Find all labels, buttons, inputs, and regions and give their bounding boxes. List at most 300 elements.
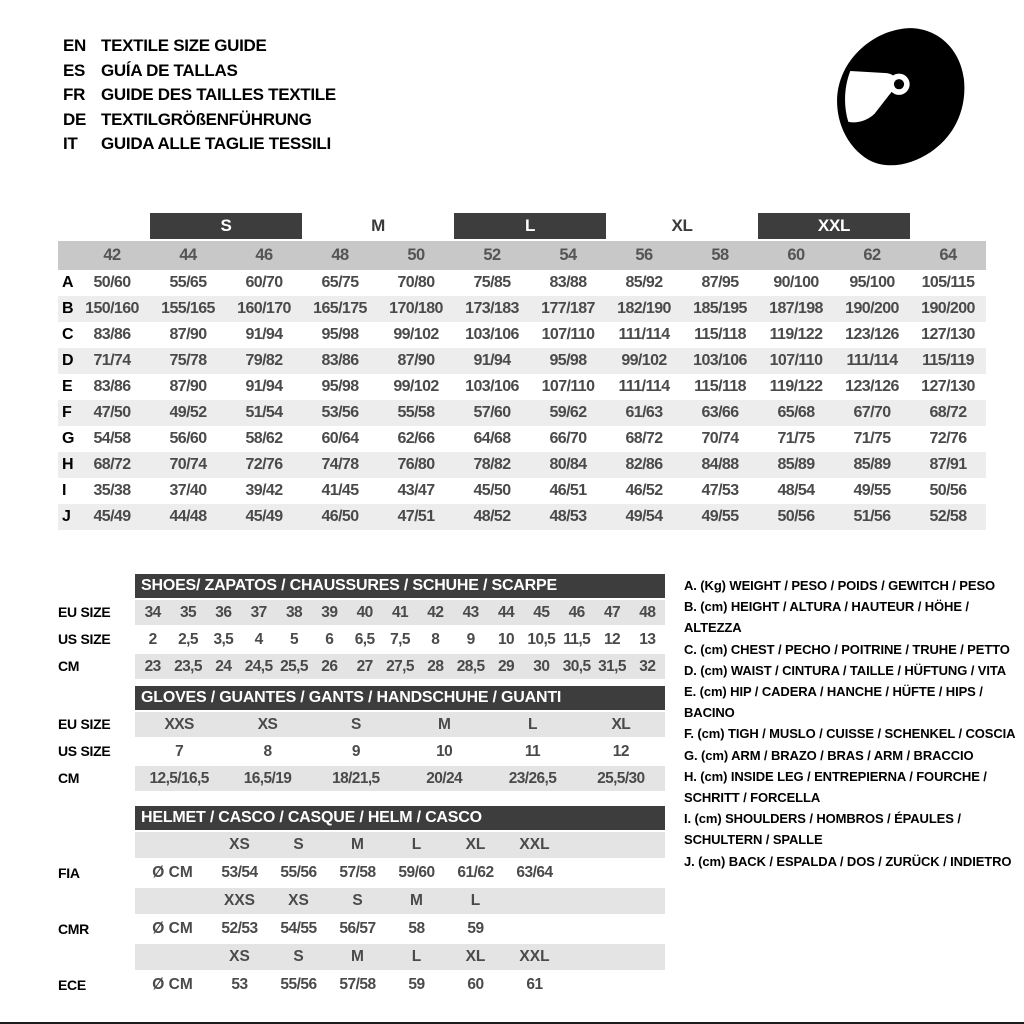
legend-item: B. (cm) HEIGHT / ALTURA / HAUTEUR / HÖHE / ALTEZZA bbox=[684, 599, 969, 636]
size-value: 51/54 bbox=[245, 404, 283, 421]
language-code: IT bbox=[63, 134, 78, 153]
size-value: 60/70 bbox=[245, 274, 283, 291]
helmet-size-value: 61/62 bbox=[457, 864, 494, 881]
size-value: 45/50 bbox=[473, 482, 511, 499]
band-corner bbox=[58, 241, 74, 270]
size-value: 65/75 bbox=[321, 274, 359, 291]
table-title-bar: HELMET / CASCO / CASQUE / HELM / CASCO bbox=[135, 806, 665, 830]
standard-name: FIA bbox=[58, 865, 80, 881]
size-value: 48/52 bbox=[473, 508, 511, 525]
cell-value: S bbox=[312, 712, 400, 737]
size-value: 190/200 bbox=[845, 300, 899, 317]
measurement-row-h bbox=[58, 452, 986, 478]
cell-value: XS bbox=[223, 712, 311, 737]
size-number: 56 bbox=[635, 246, 653, 264]
size-value: 75/78 bbox=[169, 352, 207, 369]
cell-value: 9 bbox=[351, 743, 360, 760]
size-value: 35/38 bbox=[93, 482, 131, 499]
size-value: 72/76 bbox=[929, 430, 967, 447]
cell-value: 25,5 bbox=[276, 654, 311, 679]
size-value: 58/62 bbox=[245, 430, 283, 447]
row-header: CM bbox=[58, 770, 80, 786]
size-value: 85/89 bbox=[853, 456, 891, 473]
size-value: 85/92 bbox=[625, 274, 663, 291]
size-value: 47/53 bbox=[701, 482, 739, 499]
language-code: ES bbox=[63, 60, 86, 80]
row-label: F bbox=[62, 404, 72, 421]
size-number: 48 bbox=[331, 246, 349, 264]
size-value: 59/62 bbox=[549, 404, 587, 421]
size-value: 43/47 bbox=[397, 482, 435, 499]
cell-value: 16,5/19 bbox=[223, 766, 311, 791]
size-value: 85/89 bbox=[777, 456, 815, 473]
size-value: 63/66 bbox=[701, 404, 739, 421]
size-value: 49/55 bbox=[853, 482, 891, 499]
row-header: CM bbox=[58, 658, 80, 674]
measurement-rows bbox=[58, 270, 986, 530]
cell-value: 25,5/30 bbox=[577, 766, 665, 791]
cell-value: 2 bbox=[148, 631, 157, 648]
size-value: 123/126 bbox=[845, 326, 899, 343]
size-value: 103/106 bbox=[465, 326, 519, 343]
helmet-table bbox=[58, 806, 665, 998]
helmet-size-label: XS bbox=[210, 944, 269, 970]
unit-label: Ø CM bbox=[152, 864, 193, 881]
cell-value: 6,5 bbox=[354, 631, 375, 648]
cell-value: 27,5 bbox=[382, 654, 417, 679]
racing-helmet-icon bbox=[828, 24, 970, 182]
size-value: 50/56 bbox=[929, 482, 967, 499]
helmet-size-label: XXL bbox=[505, 832, 564, 858]
size-value: 48/53 bbox=[549, 508, 587, 525]
size-value: 49/52 bbox=[169, 404, 207, 421]
helmet-size-value: 56/57 bbox=[339, 920, 376, 937]
language-label: TEXTILGRÖßENFÜHRUNG bbox=[101, 109, 312, 129]
helmet-size-value: 55/56 bbox=[280, 864, 317, 881]
size-value: 46/52 bbox=[625, 482, 663, 499]
size-group-xxl: XXL bbox=[758, 213, 910, 239]
measurement-row-i bbox=[58, 478, 986, 504]
standard-name-spacer bbox=[58, 888, 135, 914]
size-value: 49/54 bbox=[625, 508, 663, 525]
size-value: 46/51 bbox=[549, 482, 587, 499]
size-value: 107/110 bbox=[541, 326, 595, 343]
row-label: B bbox=[62, 300, 74, 317]
helmet-size-value: 60 bbox=[467, 976, 484, 993]
helmet-size-label: S bbox=[269, 832, 328, 858]
size-value: 66/70 bbox=[549, 430, 587, 447]
size-value: 173/183 bbox=[465, 300, 519, 317]
cell-value: 47 bbox=[594, 600, 629, 625]
size-value: 84/88 bbox=[701, 456, 739, 473]
table-row bbox=[58, 627, 665, 652]
size-value: 111/114 bbox=[846, 352, 898, 369]
measurement-row-j bbox=[58, 504, 986, 530]
row-filler bbox=[564, 916, 665, 942]
size-value: 53/56 bbox=[321, 404, 359, 421]
helmet-size-label: XXS bbox=[210, 888, 269, 914]
size-value: 75/85 bbox=[473, 274, 511, 291]
helmet-size-header-row bbox=[58, 944, 665, 970]
size-value: 165/175 bbox=[313, 300, 367, 317]
helmet-size-label: M bbox=[328, 832, 387, 858]
size-number: 62 bbox=[863, 246, 881, 264]
size-value: 55/58 bbox=[397, 404, 435, 421]
cell-value: 3,5 bbox=[213, 631, 234, 648]
size-value: 107/110 bbox=[769, 352, 823, 369]
helmet-size-value: 59 bbox=[408, 976, 425, 993]
language-code: EN bbox=[63, 36, 87, 55]
cell-value: 20/24 bbox=[400, 766, 488, 791]
cell-value: 9 bbox=[466, 631, 475, 648]
size-value: 91/94 bbox=[473, 352, 511, 369]
size-value: 76/80 bbox=[397, 456, 435, 473]
size-value: 115/119 bbox=[922, 352, 974, 369]
size-value: 127/130 bbox=[921, 326, 975, 343]
cell-value: 10 bbox=[436, 743, 453, 760]
size-value: 67/70 bbox=[853, 404, 891, 421]
cell-value: 31,5 bbox=[594, 654, 629, 679]
cell-value: 37 bbox=[241, 600, 276, 625]
cell-value: 34 bbox=[135, 600, 170, 625]
size-value: 71/75 bbox=[853, 430, 891, 447]
unit-label: Ø CM bbox=[152, 976, 193, 993]
size-value: 83/86 bbox=[93, 378, 131, 395]
size-value: 49/55 bbox=[701, 508, 739, 525]
legend-item: C. (cm) CHEST / PECHO / POITRINE / TRUHE / PETTO bbox=[684, 641, 1010, 657]
size-value: 57/60 bbox=[473, 404, 511, 421]
cell-value: 28 bbox=[418, 654, 453, 679]
size-value: 107/110 bbox=[541, 378, 595, 395]
legend-item: G. (cm) ARM / BRAZO / BRAS / ARM / BRACCIO bbox=[684, 747, 974, 763]
language-row bbox=[63, 34, 336, 59]
size-value: 95/98 bbox=[321, 326, 359, 343]
size-value: 123/126 bbox=[845, 378, 899, 395]
language-row bbox=[63, 83, 336, 108]
size-value: 60/64 bbox=[321, 430, 359, 447]
helmet-size-value: 61 bbox=[526, 976, 543, 993]
size-value: 90/100 bbox=[773, 274, 819, 291]
measurement-row-b bbox=[58, 296, 986, 322]
helmet-size-header-row bbox=[58, 832, 665, 858]
table-row bbox=[58, 766, 665, 791]
size-value: 177/187 bbox=[541, 300, 595, 317]
size-value: 115/118 bbox=[694, 378, 746, 395]
cell-value: L bbox=[488, 712, 576, 737]
cell-value: 7 bbox=[175, 743, 184, 760]
cell-value: 30,5 bbox=[559, 654, 594, 679]
size-value: 103/106 bbox=[465, 378, 519, 395]
size-value: 99/102 bbox=[393, 378, 439, 395]
size-value: 115/118 bbox=[694, 326, 746, 343]
helmet-size-label: XXL bbox=[505, 944, 564, 970]
language-row bbox=[63, 59, 336, 84]
size-value: 187/198 bbox=[769, 300, 823, 317]
standard-name-spacer bbox=[58, 832, 135, 858]
size-value: 37/40 bbox=[169, 482, 207, 499]
size-number: 58 bbox=[711, 246, 729, 264]
helmet-size-value: 53/54 bbox=[221, 864, 258, 881]
row-label: J bbox=[62, 508, 71, 525]
band-filler bbox=[564, 944, 665, 970]
measurement-row-g bbox=[58, 426, 986, 452]
measurement-row-a bbox=[58, 270, 986, 296]
language-code: DE bbox=[63, 109, 87, 129]
measurement-row-e bbox=[58, 374, 986, 400]
row-header: EU SIZE bbox=[58, 716, 111, 732]
band-filler bbox=[564, 832, 665, 858]
size-value: 61/63 bbox=[625, 404, 663, 421]
helmet-value-row bbox=[58, 860, 665, 886]
size-value: 74/78 bbox=[321, 456, 359, 473]
language-list bbox=[63, 34, 336, 157]
size-value: 170/180 bbox=[389, 300, 443, 317]
cell-value: 41 bbox=[382, 600, 417, 625]
size-number: 44 bbox=[179, 246, 197, 264]
cell-value: 18/21,5 bbox=[312, 766, 400, 791]
cell-value: 12,5/16,5 bbox=[135, 766, 223, 791]
helmet-size-label: S bbox=[328, 888, 387, 914]
row-header: US SIZE bbox=[58, 743, 111, 759]
size-value: 91/94 bbox=[245, 326, 283, 343]
size-value: 103/106 bbox=[693, 352, 747, 369]
measurement-row-f bbox=[58, 400, 986, 426]
cell-value: 6 bbox=[325, 631, 334, 648]
size-value: 99/102 bbox=[621, 352, 667, 369]
size-number: 54 bbox=[559, 246, 577, 264]
helmet-size-value: 63/64 bbox=[516, 864, 553, 881]
size-value: 105/115 bbox=[921, 274, 975, 291]
size-value: 55/65 bbox=[169, 274, 207, 291]
cell-value: 10,5 bbox=[527, 631, 556, 648]
size-number: 64 bbox=[939, 246, 957, 264]
cell-value: 28,5 bbox=[453, 654, 488, 679]
size-number: 50 bbox=[407, 246, 425, 264]
unit-spacer bbox=[135, 888, 210, 914]
size-value: 48/54 bbox=[777, 482, 815, 499]
language-code: FR bbox=[63, 85, 86, 104]
cell-value: 11,5 bbox=[563, 631, 591, 648]
size-number: 42 bbox=[103, 246, 121, 264]
legend-item: D. (cm) WAIST / CINTURA / TAILLE / HÜFTUNG / VITA bbox=[684, 662, 1007, 678]
size-value: 99/102 bbox=[393, 326, 439, 343]
size-value: 87/90 bbox=[169, 326, 207, 343]
size-group-s: S bbox=[150, 213, 302, 239]
language-label: GUÍA DE TALLAS bbox=[101, 60, 238, 80]
size-value: 72/76 bbox=[245, 456, 283, 473]
table-title-bar: GLOVES / GUANTES / GANTS / HANDSCHUHE / GUANTI bbox=[135, 686, 665, 710]
cell-value: 46 bbox=[559, 600, 594, 625]
language-row bbox=[63, 108, 336, 133]
size-value: 150/160 bbox=[85, 300, 139, 317]
cell-value: 48 bbox=[630, 600, 665, 625]
size-value: 71/75 bbox=[777, 430, 815, 447]
cell-value: XXS bbox=[135, 712, 223, 737]
cell-value: 43 bbox=[453, 600, 488, 625]
size-value: 71/74 bbox=[93, 352, 131, 369]
helmet-size-value: 59/60 bbox=[398, 864, 435, 881]
size-value: 65/68 bbox=[777, 404, 815, 421]
cell-value: 26 bbox=[312, 654, 347, 679]
legend-item: E. (cm) HIP / CADERA / HANCHE / HÜFTE / HIPS / BACINO bbox=[684, 684, 983, 721]
size-value: 111/114 bbox=[618, 378, 670, 395]
size-value: 64/68 bbox=[473, 430, 511, 447]
table-title-bar: SHOES/ ZAPATOS / CHAUSSURES / SCHUHE / SCARPE bbox=[135, 574, 665, 598]
size-value: 111/114 bbox=[618, 326, 670, 343]
cell-value: 23,5 bbox=[170, 654, 205, 679]
legend-item: F. (cm) TIGH / MUSLO / CUISSE / SCHENKEL / COSCIA bbox=[684, 726, 1016, 742]
helmet-size-value: 57/58 bbox=[339, 864, 376, 881]
size-value: 47/50 bbox=[93, 404, 131, 421]
unit-spacer bbox=[135, 832, 210, 858]
cell-value: 32 bbox=[630, 654, 665, 679]
helmet-value-row bbox=[58, 916, 665, 942]
helmet-size-label: L bbox=[446, 888, 505, 914]
size-value: 44/48 bbox=[169, 508, 207, 525]
size-value: 160/170 bbox=[237, 300, 291, 317]
size-value: 82/86 bbox=[625, 456, 663, 473]
helmet-size-value bbox=[505, 916, 564, 942]
cell-value: 2,5 bbox=[178, 631, 198, 648]
size-value: 56/60 bbox=[169, 430, 207, 447]
size-value: 185/195 bbox=[693, 300, 747, 317]
row-header: EU SIZE bbox=[58, 604, 111, 620]
cell-value: 24 bbox=[206, 654, 241, 679]
cell-value: 44 bbox=[488, 600, 523, 625]
size-value: 45/49 bbox=[93, 508, 131, 525]
cell-value: 40 bbox=[347, 600, 382, 625]
helmet-size-label: L bbox=[387, 832, 446, 858]
cell-value: 13 bbox=[639, 631, 656, 648]
table-row bbox=[58, 712, 665, 737]
size-value: 155/165 bbox=[161, 300, 215, 317]
helmet-value-row bbox=[58, 972, 665, 998]
helmet-size-value: 54/55 bbox=[280, 920, 317, 937]
row-label: A bbox=[62, 274, 74, 291]
unit-spacer bbox=[135, 944, 210, 970]
helmet-size-value: 58 bbox=[408, 920, 425, 937]
size-value: 68/72 bbox=[625, 430, 663, 447]
helmet-size-header-row bbox=[58, 888, 665, 914]
row-header: US SIZE bbox=[58, 631, 111, 647]
size-value: 50/60 bbox=[93, 274, 131, 291]
size-value: 87/90 bbox=[169, 378, 207, 395]
size-number-band bbox=[58, 241, 986, 270]
size-value: 51/56 bbox=[853, 508, 891, 525]
size-value: 47/51 bbox=[397, 508, 435, 525]
cell-value: 12 bbox=[603, 631, 621, 648]
row-filler bbox=[564, 860, 665, 886]
size-value: 119/122 bbox=[769, 326, 823, 343]
row-label: C bbox=[62, 326, 74, 343]
cell-value: 11 bbox=[524, 743, 541, 760]
size-value: 95/98 bbox=[321, 378, 359, 395]
row-label: H bbox=[62, 456, 74, 473]
size-value: 87/95 bbox=[701, 274, 739, 291]
cell-value: 4 bbox=[254, 631, 263, 648]
size-value: 119/122 bbox=[769, 378, 823, 395]
row-label: G bbox=[62, 430, 75, 447]
size-value: 83/86 bbox=[93, 326, 131, 343]
size-value: 68/72 bbox=[93, 456, 131, 473]
size-number: 52 bbox=[483, 246, 501, 264]
legend-item: I. (cm) SHOULDERS / HOMBROS / ÉPAULES / SCHULTERN / SPALLE bbox=[684, 811, 961, 848]
cell-value: 27 bbox=[347, 654, 382, 679]
size-value: 68/72 bbox=[929, 404, 967, 421]
language-row bbox=[63, 132, 336, 157]
standard-name: ECE bbox=[58, 977, 86, 993]
size-value: 41/45 bbox=[321, 482, 359, 499]
cell-value: 23/26,5 bbox=[488, 766, 576, 791]
size-value: 95/98 bbox=[549, 352, 587, 369]
size-group-xl: XL bbox=[671, 216, 693, 235]
size-group-l: L bbox=[454, 213, 606, 239]
size-value: 127/130 bbox=[921, 378, 975, 395]
size-group-row bbox=[58, 213, 986, 239]
measurement-row-d bbox=[58, 348, 986, 374]
size-value: 50/56 bbox=[777, 508, 815, 525]
cell-value: 24,5 bbox=[241, 654, 276, 679]
size-value: 83/88 bbox=[549, 274, 587, 291]
legend-item: A. (Kg) WEIGHT / PESO / POIDS / GEWITCH / PESO bbox=[684, 578, 996, 593]
gloves-table bbox=[58, 686, 665, 791]
size-number: 46 bbox=[255, 246, 273, 264]
size-value: 190/200 bbox=[921, 300, 975, 317]
helmet-size-label: L bbox=[387, 944, 446, 970]
helmet-size-value: 55/56 bbox=[280, 976, 317, 993]
row-label: I bbox=[62, 482, 67, 499]
shoes-table bbox=[58, 574, 665, 679]
size-group-m: M bbox=[371, 216, 385, 235]
measurement-row-c bbox=[58, 322, 986, 348]
size-value: 39/42 bbox=[245, 482, 283, 499]
size-value: 87/90 bbox=[397, 352, 435, 369]
cell-value: 29 bbox=[488, 654, 523, 679]
helmet-size-label: XL bbox=[446, 944, 505, 970]
table-row bbox=[58, 600, 665, 625]
measurement-legend bbox=[684, 575, 1016, 872]
language-label: GUIDA ALLE TAGLIE TESSILI bbox=[101, 134, 331, 153]
cell-value: 23 bbox=[135, 654, 170, 679]
size-value: 78/82 bbox=[473, 456, 511, 473]
language-label: GUIDE DES TAILLES TEXTILE bbox=[101, 85, 336, 104]
size-value: 70/80 bbox=[397, 274, 435, 291]
size-value: 62/66 bbox=[397, 430, 435, 447]
size-value: 83/86 bbox=[321, 352, 359, 369]
cell-value: M bbox=[400, 712, 488, 737]
helmet-size-label: XS bbox=[269, 888, 328, 914]
cell-value: 45 bbox=[524, 600, 559, 625]
helmet-size-label bbox=[505, 888, 564, 914]
helmet-size-label: M bbox=[387, 888, 446, 914]
size-value: 182/190 bbox=[617, 300, 671, 317]
helmet-size-label: XS bbox=[210, 832, 269, 858]
size-value: 52/58 bbox=[929, 508, 967, 525]
size-value: 87/91 bbox=[929, 456, 967, 473]
size-value: 80/84 bbox=[549, 456, 587, 473]
helmet-size-value: 52/53 bbox=[221, 920, 258, 937]
cell-value: 8 bbox=[431, 631, 440, 648]
size-number: 60 bbox=[787, 246, 805, 264]
size-value: 95/100 bbox=[849, 274, 895, 291]
helmet-size-label: S bbox=[269, 944, 328, 970]
cell-value: 39 bbox=[312, 600, 347, 625]
size-value: 70/74 bbox=[701, 430, 739, 447]
row-label: E bbox=[62, 378, 73, 395]
band-filler bbox=[564, 888, 665, 914]
helmet-size-label: XL bbox=[446, 832, 505, 858]
legend-item: H. (cm) INSIDE LEG / ENTREPIERNA / FOURCHE / SCHRITT / FORCELLA bbox=[684, 768, 987, 806]
